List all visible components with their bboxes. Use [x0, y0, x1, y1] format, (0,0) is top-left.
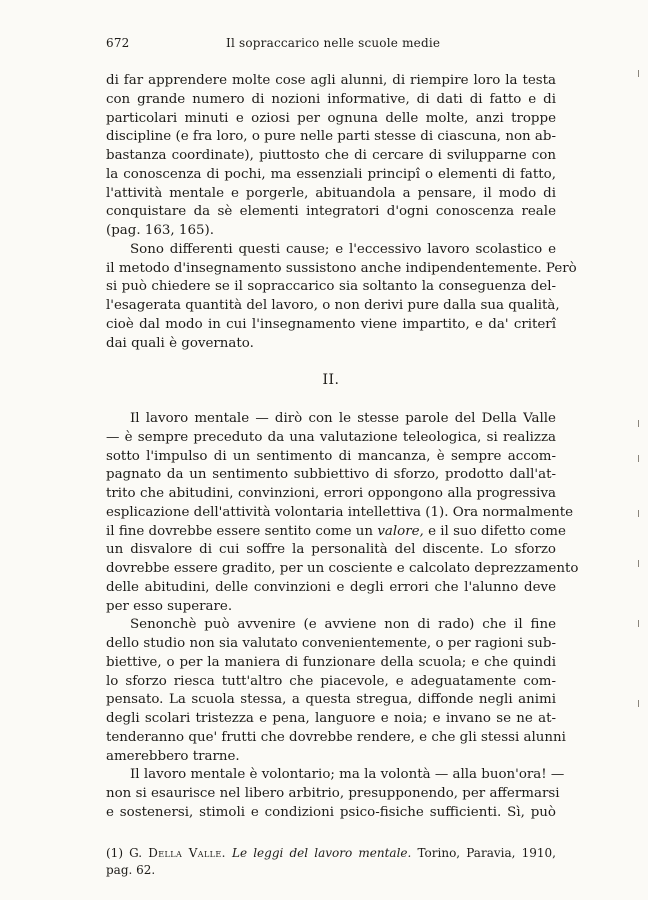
- text-line: [106, 523, 566, 542]
- paragraph: [106, 616, 566, 766]
- page-header: [106, 36, 556, 66]
- page-number: 672: [106, 36, 130, 50]
- text-line: discipline (e fra loro, o pure nelle parti stesse di ciascuna, non ab-: [106, 129, 556, 145]
- text-line: conquistare da sè elementi integratori d'ogni conoscenza reale: [106, 204, 556, 220]
- body-text: [106, 72, 579, 823]
- text-line: Il lavoro mentale — dirò con le stesse parole del Della Valle: [130, 411, 556, 426]
- text-line: non si esaurisce nel libero arbitrio, presupponendo, per affermarsi: [106, 786, 560, 801]
- text-line: dovrebbe essere gradito, per un cosciente e calcolato deprezzamento: [106, 561, 579, 576]
- text-line: e sostenersi, stimoli e condizioni psico-fisiche sufficienti. Sì, può: [106, 804, 556, 820]
- margin-mark: [638, 510, 639, 517]
- margin-mark: [638, 560, 639, 567]
- margin-mark: [638, 700, 639, 707]
- text-fragment: e il suo difetto come: [428, 523, 566, 539]
- text-line: amerebbero trarne.: [106, 748, 240, 764]
- text-line: dai quali è governato.: [106, 335, 254, 351]
- text-line: di far apprendere molte cose agli alunni, di riempire loro la testa: [106, 73, 556, 88]
- margin-mark: [638, 420, 639, 427]
- text-line: — è sempre preceduto da una valutazione teleologica, si realizza: [106, 429, 556, 445]
- text-line: sotto l'impulso di un sentimento di mancanza, è sempre accom-: [106, 448, 556, 464]
- text-line: l'attività mentale e porgerle, abituandola a pensare, il modo di: [106, 185, 556, 201]
- text-line: un disvalore di cui soffre la personalità del discente. Lo sforzo: [106, 542, 556, 558]
- text-line: esplicazione dell'attività volontaria intellettiva (1). Ora normalmente: [106, 504, 573, 520]
- paragraph: [106, 410, 579, 616]
- footnotes: [106, 845, 556, 879]
- margin-mark: [638, 455, 639, 462]
- text-line: pagnato da un sentimento subbiettivo di sforzo, prodotto dall'at-: [106, 467, 556, 483]
- margin-mark: [638, 70, 639, 77]
- text-line: Il lavoro mentale è volontario; ma la volontà — alla buon'ora! —: [130, 767, 565, 783]
- text-line: con grande numero di nozioni informative, di dati di fatto e di: [106, 91, 556, 107]
- text-fragment: il fine dovrebbe essere sentito come un: [106, 523, 374, 539]
- paragraph: [106, 241, 577, 354]
- text-line: pensato. La scuola stessa, a questa stregua, diffonde negli animi: [106, 692, 556, 708]
- text-line: Senonchè può avvenire (e avviene non di rado) che il fine: [130, 617, 556, 633]
- text-line: lo sforzo riesca tutt'altro che piacevole, e adeguatamente com-: [106, 673, 556, 689]
- text-line: il metodo d'insegnamento sussistono anche indipendentemente. Però: [106, 260, 577, 276]
- text-line: biettive, o per la maniera di funzionare della scuola; e che quindi: [106, 654, 556, 670]
- text-line: Sono differenti questi cause; e l'eccessivo lavoro scolastico e: [130, 241, 556, 257]
- section-heading: II.: [322, 372, 340, 389]
- text-line: tenderanno que' frutti che dovrebbe rendere, e che gli stessi alunni: [106, 729, 566, 745]
- footnote-line: [106, 845, 556, 862]
- italic-word: valore,: [377, 523, 424, 539]
- margin-mark: [638, 620, 639, 627]
- text-line: (pag. 163, 165).: [106, 223, 214, 238]
- page: [106, 36, 579, 879]
- running-title: Il sopraccarico nelle scuole medie: [226, 36, 441, 50]
- text-line: delle abitudini, delle convinzioni e degli errori che l'alunno deve: [106, 579, 556, 595]
- text-line: l'esagerata quantità del lavoro, o non derivi pure dalla sua qualità,: [106, 298, 560, 313]
- footnote-publisher: Torino, Paravia, 1910,: [417, 845, 556, 860]
- text-line: particolari minuti e oziosi per ognuna delle molte, anzi troppe: [106, 110, 556, 126]
- text-line: la conoscenza di pochi, ma essenziali principî o elementi di fatto,: [106, 166, 556, 182]
- text-line: dello studio non sia valutato convenientemente, o per ragioni sub-: [106, 636, 556, 651]
- paragraph: [106, 766, 565, 822]
- text-line: cioè dal modo in cui l'insegnamento viene impartito, e da' criterî: [106, 316, 556, 332]
- footnote-author: Della Valle.: [148, 845, 226, 860]
- text-line: bastanza coordinate), piuttosto che di cercare di svilupparne con: [106, 148, 556, 163]
- text-line: si può chiedere se il sopraccarico sia soltanto la conseguenza del-: [106, 279, 556, 295]
- footnote-pages: pag. 62.: [106, 862, 156, 877]
- text-line: per esso superare.: [106, 598, 233, 614]
- footnote-marker: (1) G.: [106, 845, 143, 860]
- text-line: trito che abitudini, convinzioni, errori oppongono alla progressiva: [106, 486, 556, 501]
- text-line: degli scolari tristezza e pena, languore e noia; e invano se ne at-: [106, 711, 556, 726]
- paragraph: [106, 72, 556, 241]
- footnote-title: Le leggi del lavoro mentale.: [231, 845, 412, 860]
- margin-marks: [634, 0, 648, 900]
